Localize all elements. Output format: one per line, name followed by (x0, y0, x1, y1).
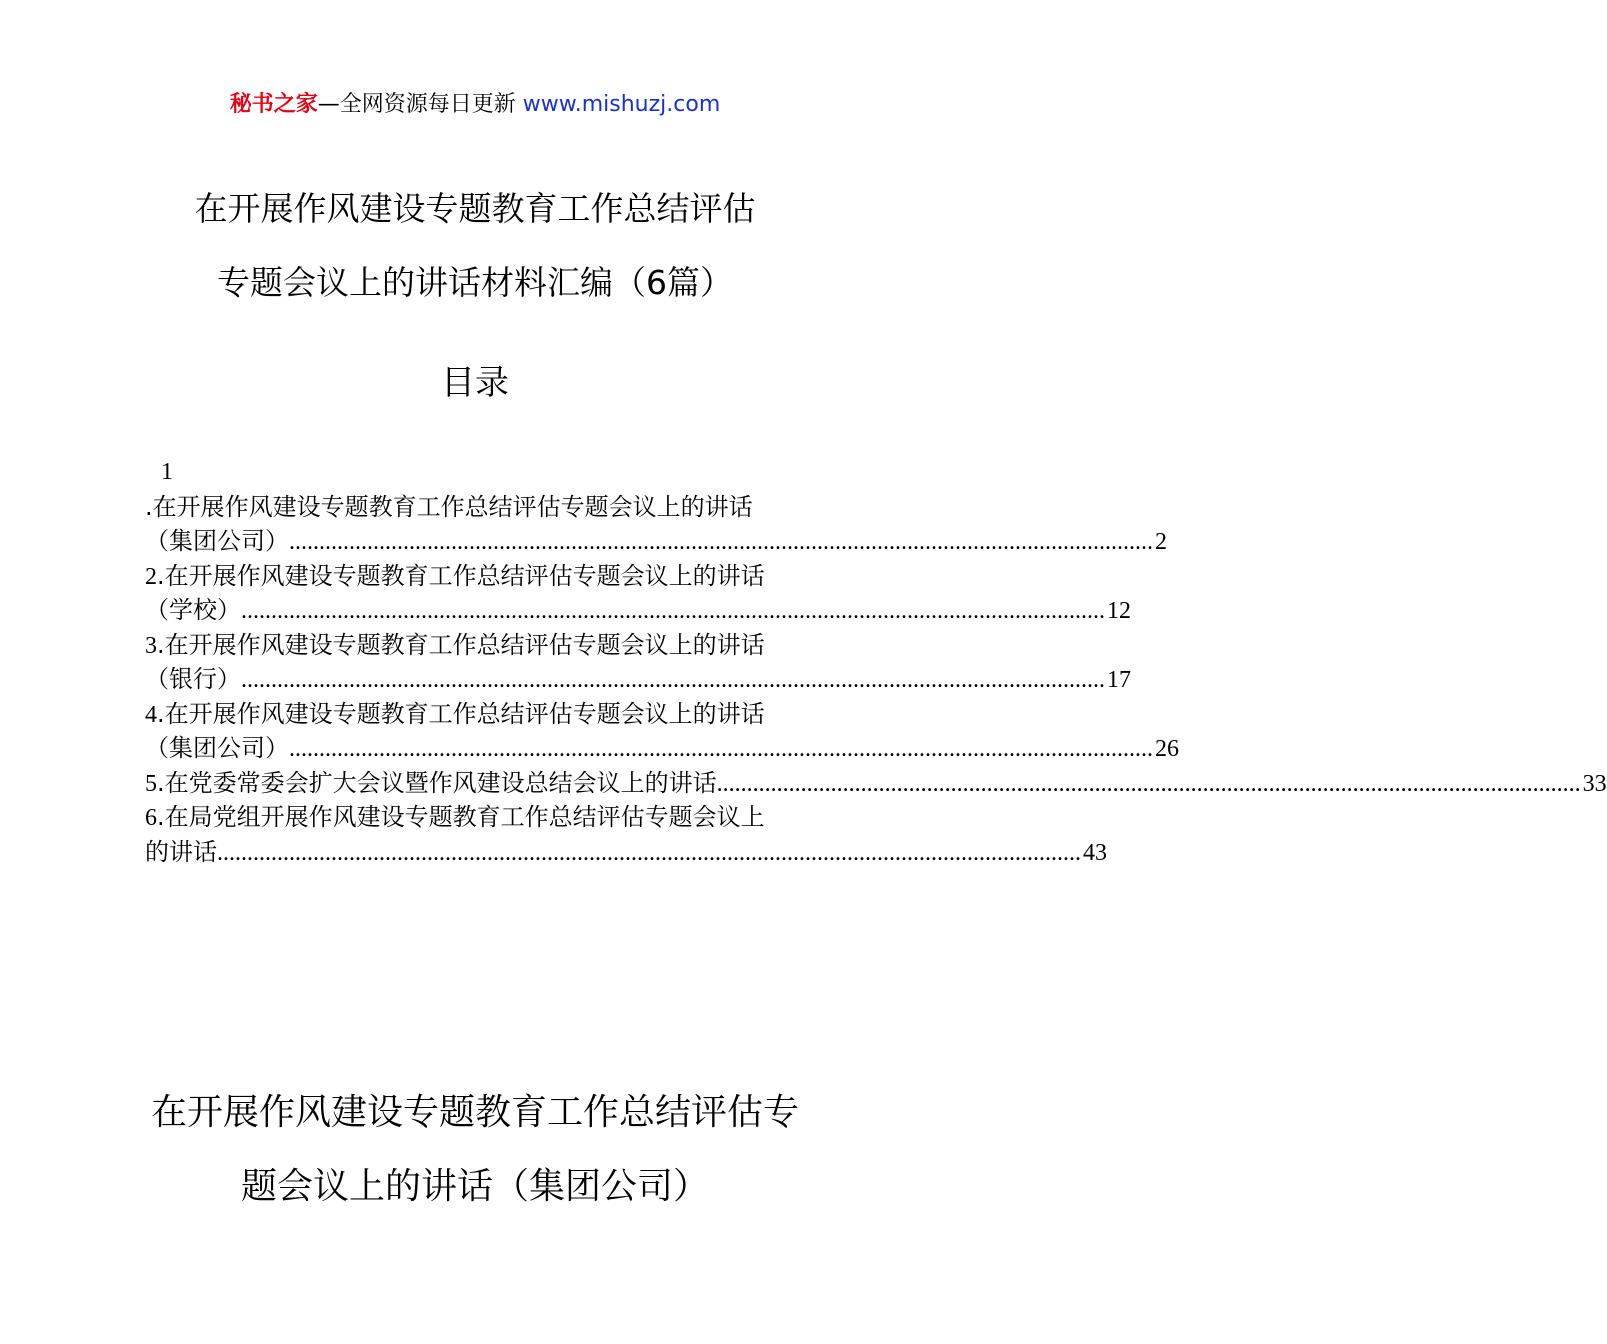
toc-leader-dots: ................................................................................................................................................ (241, 667, 1105, 693)
toc-entry-4-line-1[interactable] (145, 697, 807, 732)
toc-entry-number: 5 (145, 770, 157, 797)
toc-entry-number: 1 (161, 459, 173, 485)
toc-first-number-line (145, 455, 807, 490)
toc-entry-2-line-2[interactable] (145, 593, 1131, 628)
toc-entry-text: .在开展作风建设专题教育工作总结评估专题会议上的讲话 (157, 630, 765, 659)
toc-entry-number: 6 (145, 805, 157, 831)
toc-entry-text: .在开展作风建设专题教育工作总结评估专题会议上的讲话 (145, 492, 753, 521)
toc-entry-1-line-1[interactable] (145, 490, 807, 525)
toc-heading: 目录 (441, 363, 509, 403)
toc-page-number: 33 (1582, 770, 1607, 797)
toc-leader-dots: ................................................................................................................................................ (716, 770, 1581, 797)
toc-entry-number: 3 (145, 632, 157, 659)
toc-entry-number: 2 (145, 563, 157, 590)
toc-page-number: 17 (1107, 667, 1131, 693)
toc-page-number: 2 (1155, 529, 1167, 555)
toc-entry-5-line-1[interactable] (145, 766, 1607, 801)
toc-entry-3-line-2[interactable] (145, 662, 1131, 697)
toc-entry-4-line-2[interactable] (145, 731, 1179, 766)
site-header (0, 90, 950, 120)
toc-entry-text: .在开展作风建设专题教育工作总结评估专题会议上的讲话 (157, 699, 765, 728)
toc-entry-text: .在党委常委会扩大会议暨作风建设总结会议上的讲话 (157, 768, 717, 797)
toc-entry-text: .在开展作风建设专题教育工作总结评估专题会议上的讲话 (157, 561, 765, 590)
toc-entry-3-line-1[interactable] (145, 628, 807, 663)
table-of-contents (145, 455, 1607, 869)
toc-entry-2-line-1[interactable] (145, 559, 807, 594)
toc-page-number: 43 (1083, 839, 1107, 866)
toc-entry-6-line-2[interactable] (145, 835, 1107, 870)
section-title-line-1: 在开展作风建设专题教育工作总结评估专 (150, 1092, 799, 1133)
section-title-line-2: 题会议上的讲话（集团公司） (240, 1166, 709, 1207)
toc-page-number: 26 (1155, 736, 1179, 762)
toc-page-number: 12 (1107, 598, 1131, 624)
header-tagline: —全网资源每日更新 (317, 92, 523, 117)
document-title (0, 186, 950, 334)
site-url-link[interactable]: www.mishuzj.com (522, 92, 721, 117)
toc-leader-dots: ................................................................................................................................................ (217, 839, 1081, 866)
toc-entry-text: .在局党组开展作风建设专题教育工作总结评估专题会议上 (157, 803, 765, 831)
toc-entry-number: 4 (145, 701, 157, 728)
toc-entry-text: 的讲话 (145, 837, 217, 866)
toc-entry-text: （集团公司） (145, 734, 289, 762)
toc-entry-text: （学校） (145, 596, 241, 624)
toc-entry-text: （银行） (145, 665, 241, 693)
document-title-line-2: 专题会议上的讲话材料汇编（6篇） (217, 263, 733, 302)
toc-leader-dots: ................................................................................................................................................ (289, 529, 1153, 555)
toc-entry-1-line-2[interactable] (145, 524, 1167, 559)
brand-name: 秘书之家 (229, 92, 318, 117)
toc-leader-dots: ................................................................................................................................................ (289, 736, 1153, 762)
toc-entry-text: （集团公司） (145, 527, 289, 555)
section-title (0, 1088, 950, 1236)
toc-leader-dots: ................................................................................................................................................ (241, 598, 1105, 624)
toc-entry-6-line-1[interactable] (145, 800, 807, 835)
document-title-line-1: 在开展作风建设专题教育工作总结评估 (194, 189, 756, 228)
